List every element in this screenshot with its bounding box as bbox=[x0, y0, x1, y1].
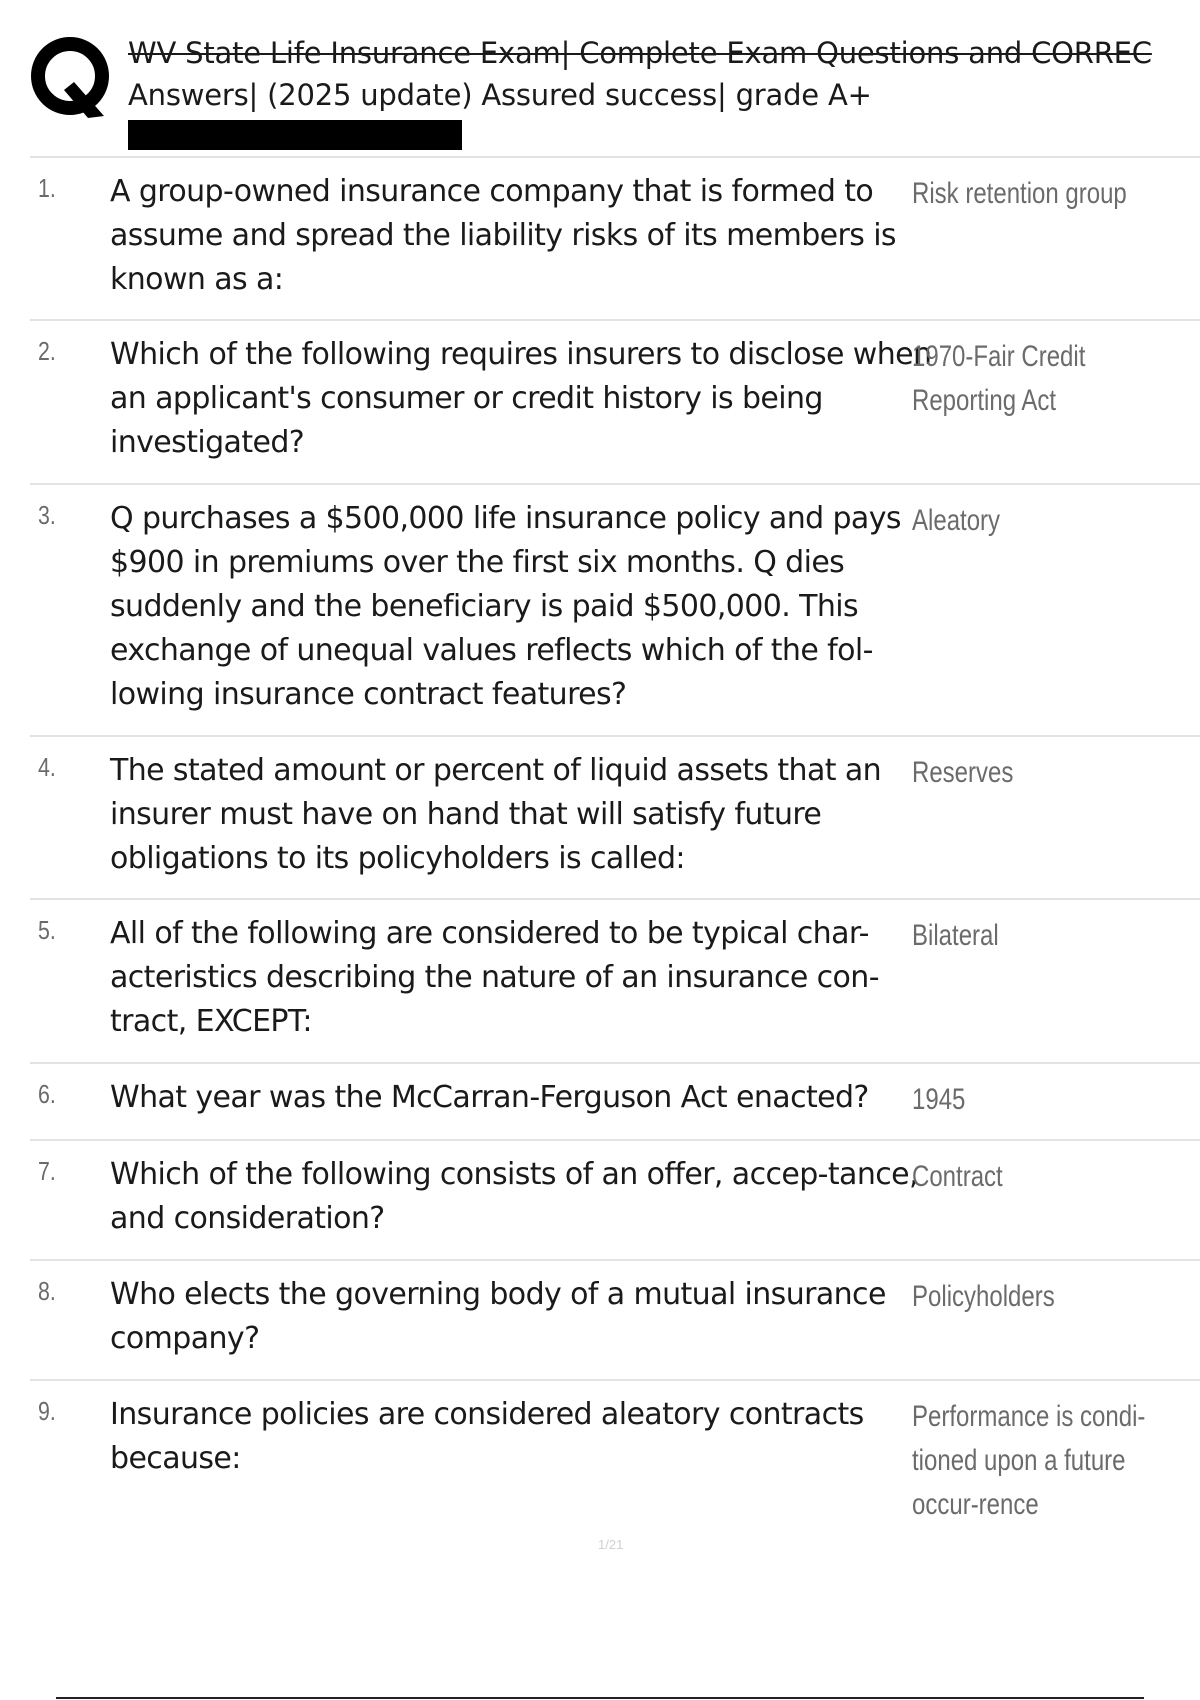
q-logo-icon bbox=[30, 36, 110, 120]
answer-text: 1945 bbox=[912, 1083, 966, 1116]
question-text: A group-owned insurance company that is formed to assume and spread the liability risks of its members is known as a: bbox=[110, 174, 896, 297]
answer-text: 1970-Fair Credit Reporting Act bbox=[912, 340, 1086, 417]
answer-text: Risk retention group bbox=[912, 177, 1127, 210]
answer-text: Contract bbox=[912, 1160, 1003, 1193]
qa-row bbox=[30, 1062, 1200, 1139]
answer-text: Reserves bbox=[912, 756, 1014, 789]
question-text: Which of the following requires insurers to disclose when an applicant's consumer or credit history is being investigated? bbox=[110, 337, 932, 460]
question-text: Who elects the governing body of a mutual insurance company? bbox=[110, 1277, 886, 1356]
qa-row bbox=[30, 735, 1200, 898]
question-number: 2. bbox=[38, 336, 56, 366]
qa-row bbox=[30, 1379, 1200, 1539]
qa-row bbox=[30, 483, 1200, 735]
answer-text: Bilateral bbox=[912, 919, 999, 952]
qa-row bbox=[30, 319, 1200, 483]
qa-row bbox=[30, 898, 1200, 1062]
answer-text: Policyholders bbox=[912, 1280, 1055, 1313]
question-text: What year was the McCarran-Ferguson Act enacted? bbox=[110, 1080, 869, 1115]
question-number: 4. bbox=[38, 752, 56, 782]
qa-row bbox=[30, 156, 1200, 319]
question-number: 6. bbox=[38, 1079, 56, 1109]
question-number: 8. bbox=[38, 1276, 56, 1306]
question-text: Which of the following consists of an offer, accep-tance, and consideration? bbox=[110, 1157, 918, 1236]
qa-row bbox=[30, 1139, 1200, 1259]
question-number: 3. bbox=[38, 500, 56, 530]
answer-text: Performance is condi-tioned upon a future occur-rence bbox=[912, 1400, 1146, 1521]
page-number: 1/21 bbox=[598, 1537, 624, 1552]
redaction-bar bbox=[128, 120, 462, 150]
title-line-2: Answers| (2025 update) Assured success| grade A+ bbox=[128, 78, 872, 112]
bottom-divider bbox=[56, 1697, 1144, 1699]
title-line-1: WV State Life Insurance Exam| Complete Exam Questions and CORREC bbox=[128, 36, 1152, 70]
qa-row bbox=[30, 1259, 1200, 1379]
question-number: 1. bbox=[38, 173, 56, 203]
question-text: The stated amount or percent of liquid assets that an insurer must have on hand that will satisfy future obligations to its policyholders is called: bbox=[110, 753, 882, 876]
question-number: 9. bbox=[38, 1396, 56, 1426]
question-text: Insurance policies are considered aleatory contracts because: bbox=[110, 1397, 864, 1476]
document-header bbox=[30, 32, 1200, 152]
document-title bbox=[128, 32, 1200, 116]
question-text: Q purchases a $500,000 life insurance policy and pays $900 in premiums over the first six months. Q dies suddenly and the beneficiary is paid $500,000. This exchange of unequal values reflects which of the fol-lowing insurance contract features? bbox=[110, 501, 901, 712]
question-number: 5. bbox=[38, 915, 56, 945]
question-number: 7. bbox=[38, 1156, 56, 1186]
qa-list bbox=[30, 156, 1200, 1539]
question-text: All of the following are considered to be typical char-acteristics describing the nature of an insurance con-tract, EXCEPT: bbox=[110, 916, 879, 1039]
answer-text: Aleatory bbox=[912, 504, 1001, 537]
